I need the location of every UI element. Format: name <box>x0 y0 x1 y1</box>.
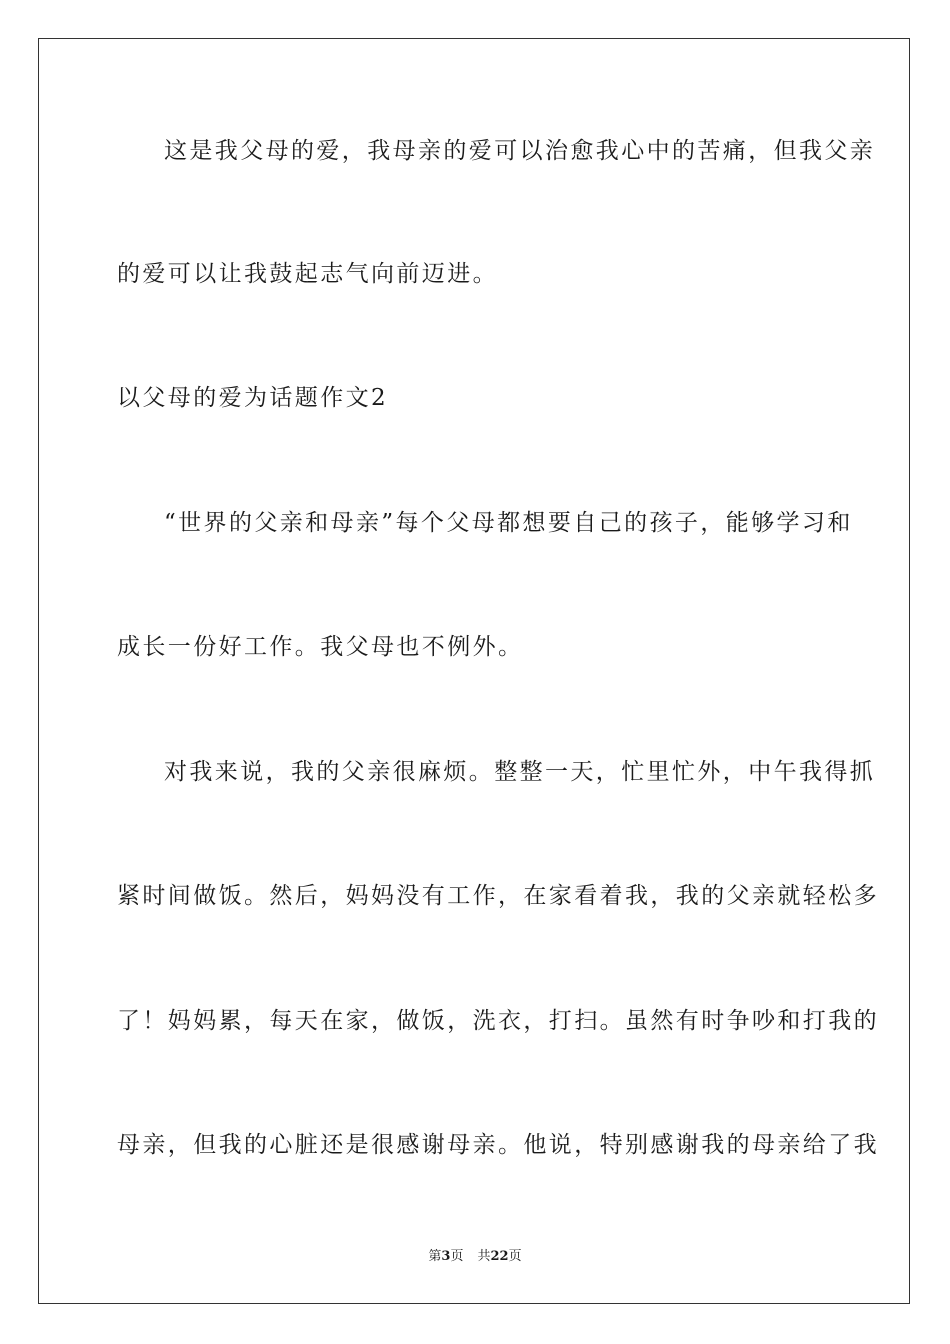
page-border <box>38 38 910 1304</box>
footer-page-number: 3 <box>441 1249 451 1264</box>
footer-total-pages: 22 <box>490 1249 509 1264</box>
paragraph-3-line-3: 了！妈妈累，每天在家，做饭，洗衣，打扫。虽然有时争吵和打我的 <box>117 1008 879 1034</box>
paragraph-3-line-4: 母亲，但我的心脏还是很感谢母亲。他说，特别感谢我的母亲给了我 <box>117 1132 879 1158</box>
paragraph-1-line-2: 的爱可以让我鼓起志气向前迈进。 <box>117 261 498 287</box>
paragraph-2-line-1: “世界的父亲和母亲”每个父母都想要自己的孩子，能够学习和 <box>164 510 853 536</box>
section-heading: 以父母的爱为话题作文2 <box>117 385 389 411</box>
footer-total-suffix: 页 <box>508 1249 522 1264</box>
footer-page-suffix: 页 <box>450 1249 464 1264</box>
page-footer <box>0 1248 950 1266</box>
paragraph-3-line-1: 对我来说，我的父亲很麻烦。整整一天，忙里忙外，中午我得抓 <box>164 759 876 785</box>
paragraph-2-line-2: 成长一份好工作。我父母也不例外。 <box>117 634 524 660</box>
footer-total-prefix: 共 <box>477 1249 491 1264</box>
paragraph-1-line-1: 这是我父母的爱，我母亲的爱可以治愈我心中的苦痛，但我父亲 <box>164 138 876 164</box>
footer-page-prefix: 第 <box>428 1249 442 1264</box>
paragraph-3-line-2: 紧时间做饭。然后，妈妈没有工作，在家看着我，我的父亲就轻松多 <box>117 883 879 909</box>
